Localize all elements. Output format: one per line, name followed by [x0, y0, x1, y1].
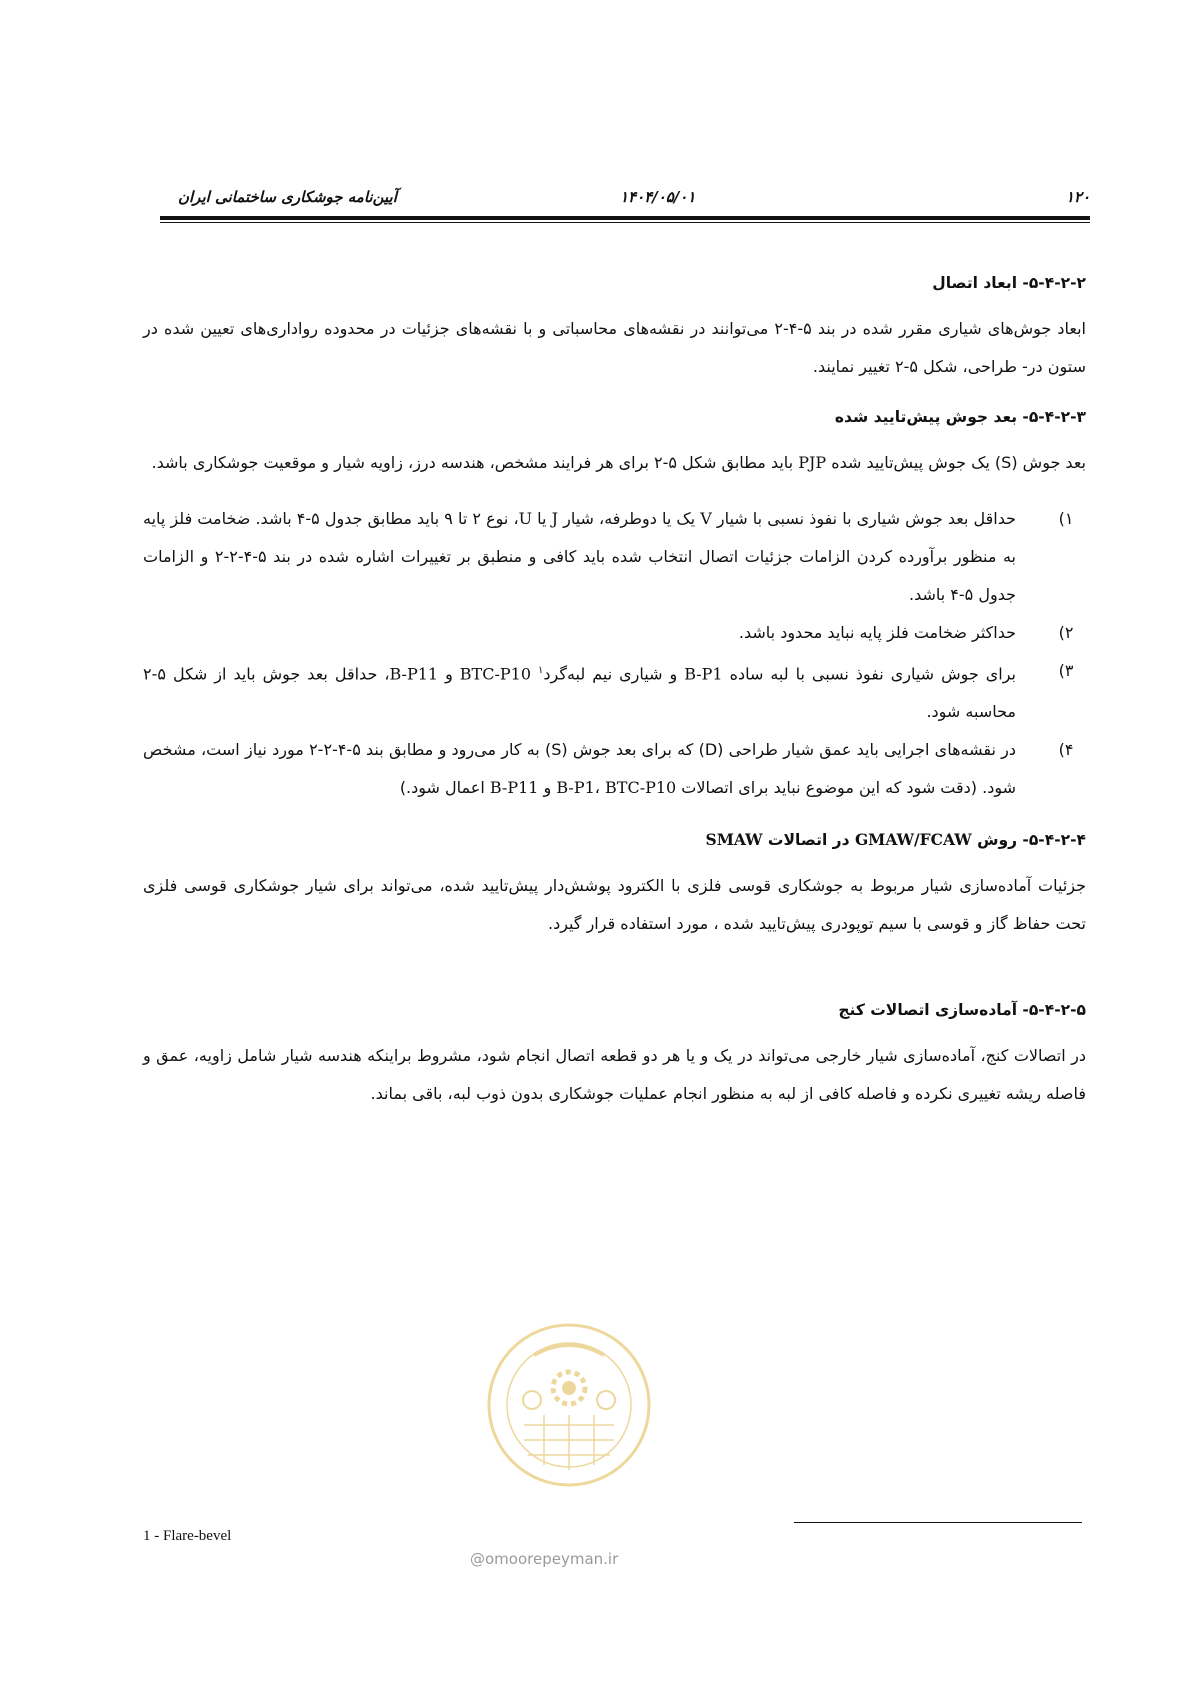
- requirements-list: [143, 500, 1086, 807]
- footnote-separator: [794, 1522, 1082, 1523]
- page-number: ۱۲۰: [1065, 188, 1090, 206]
- section-title-prequalified-weld-size: ۵-۴-۲-۳- بعد جوش پیش‌تایید شده: [834, 408, 1086, 426]
- footnote-marker: ۱: [538, 665, 544, 676]
- list-item: ۴) در نقشه‌های اجرایی باید عمق شیار طراحی (D) که برای بعد جوش (S) به کار می‌رود و مطابق بند ۵-۴-۲-۲ مورد نیاز است، مشخص شود. (دقت شود که این موضوع نباید برای اتصالات B-P1، BTC-P10 و B-P11 اعمال شود.): [143, 731, 1086, 807]
- main-content: [143, 270, 1086, 1131]
- watermark-text: @omoorepeyman.ir: [470, 1550, 619, 1568]
- list-item: ۳) برای جوش شیاری نفوذ نسبی با لبه ساده B-P1 و شیاری نیم لبه‌گرد$^۱$ BTC-P10 و B-P11، حداقل بعد جوش باید از شکل ۵-۲ محاسبه شود.: [143, 652, 1086, 731]
- list-item-number: ۴): [1058, 740, 1074, 760]
- section-title-corner-joints: ۵-۴-۲-۵- آماده‌سازی اتصالات کنج: [838, 1001, 1086, 1020]
- header-date: ۱۴۰۴/۰۵/۰۱: [620, 188, 696, 206]
- list-item-number: ۳): [1058, 661, 1074, 680]
- list-item-number: ۱): [1058, 509, 1074, 528]
- running-header: [160, 188, 1090, 212]
- section-title-gmaw-fcaw: ۵-۴-۲-۴- روش GMAW/FCAW در اتصالات SMAW: [705, 830, 1086, 850]
- watermark-seal-icon: [484, 1320, 654, 1490]
- paragraph-gmaw-fcaw: جزئیات آماده‌سازی شیار مربوط به جوشکاری قوسی فلزی با الکترود پوشش‌دار پیش‌تایید شده، می‌تواند برای شیار جوشکاری قوسی فلزی تحت حفاظ گاز و قوسی با سیم توپودری پیش‌تایید شده ، مورد استفاده قرار گیرد.: [143, 876, 1086, 934]
- footnote: 1 - Flare-bevel: [143, 1528, 232, 1544]
- list-item: ۲) حداکثر ضخامت فلز پایه نباید محدود باشد.: [143, 614, 1086, 652]
- paragraph-corner-joints: در اتصالات کنج، آماده‌سازی شیار خارجی می‌تواند در یک و یا هر دو قطعه اتصال انجام شود، مشروط براینکه هندسه شیار شامل زاویه، عمق و فاصله ریشه تغییری نکرده و فاصله کافی از لبه به منظور انجام عملیات جوشکاری بدون ذوب لبه، باقی بماند.: [143, 1046, 1086, 1104]
- section-title-connection-dimensions: ۵-۴-۲-۲- ابعاد اتصال: [932, 274, 1086, 292]
- book-title: آیین‌نامه جوشکاری ساختمانی ایران: [178, 188, 397, 206]
- paragraph-connection-dimensions: ابعاد جوش‌های شیاری مقرر شده در بند ۵-۴-۲ می‌توانند در نقشه‌های محاسباتی و با نقشه‌های جزئیات در محدوده رواداری‌های تعیین شده در ستون در- طراحی، شکل ۵-۲ تغییر نمایند.: [143, 319, 1087, 376]
- list-item: ۱) حداقل بعد جوش شیاری با نفوذ نسبی با شیار V یک یا دوطرفه، شیار J یا U، نوع ۲ تا ۹ باید مطابق جدول ۵-۴ باشد. ضخامت فلز پایه به منظور برآورده کردن الزامات جزئیات اتصال انتخاب شده باید کافی و منطبق بر تغییرات اشاره شده در بند ۵-۴-۲-۲ و الزامات جدول ۵-۴ باشد.: [143, 500, 1086, 614]
- list-item-number: ۲): [1058, 623, 1074, 642]
- paragraph-prequalified-weld-size: بعد جوش (S) یک جوش پیش‌تایید شده PJP باید مطابق شکل ۵-۲ برای هر فرایند مشخص، هندسه درز، زاویه شیار و موقعیت جوشکاری باشد.: [151, 453, 1086, 472]
- header-rule-thin: [160, 222, 1090, 223]
- header-rule-thick: [160, 216, 1090, 220]
